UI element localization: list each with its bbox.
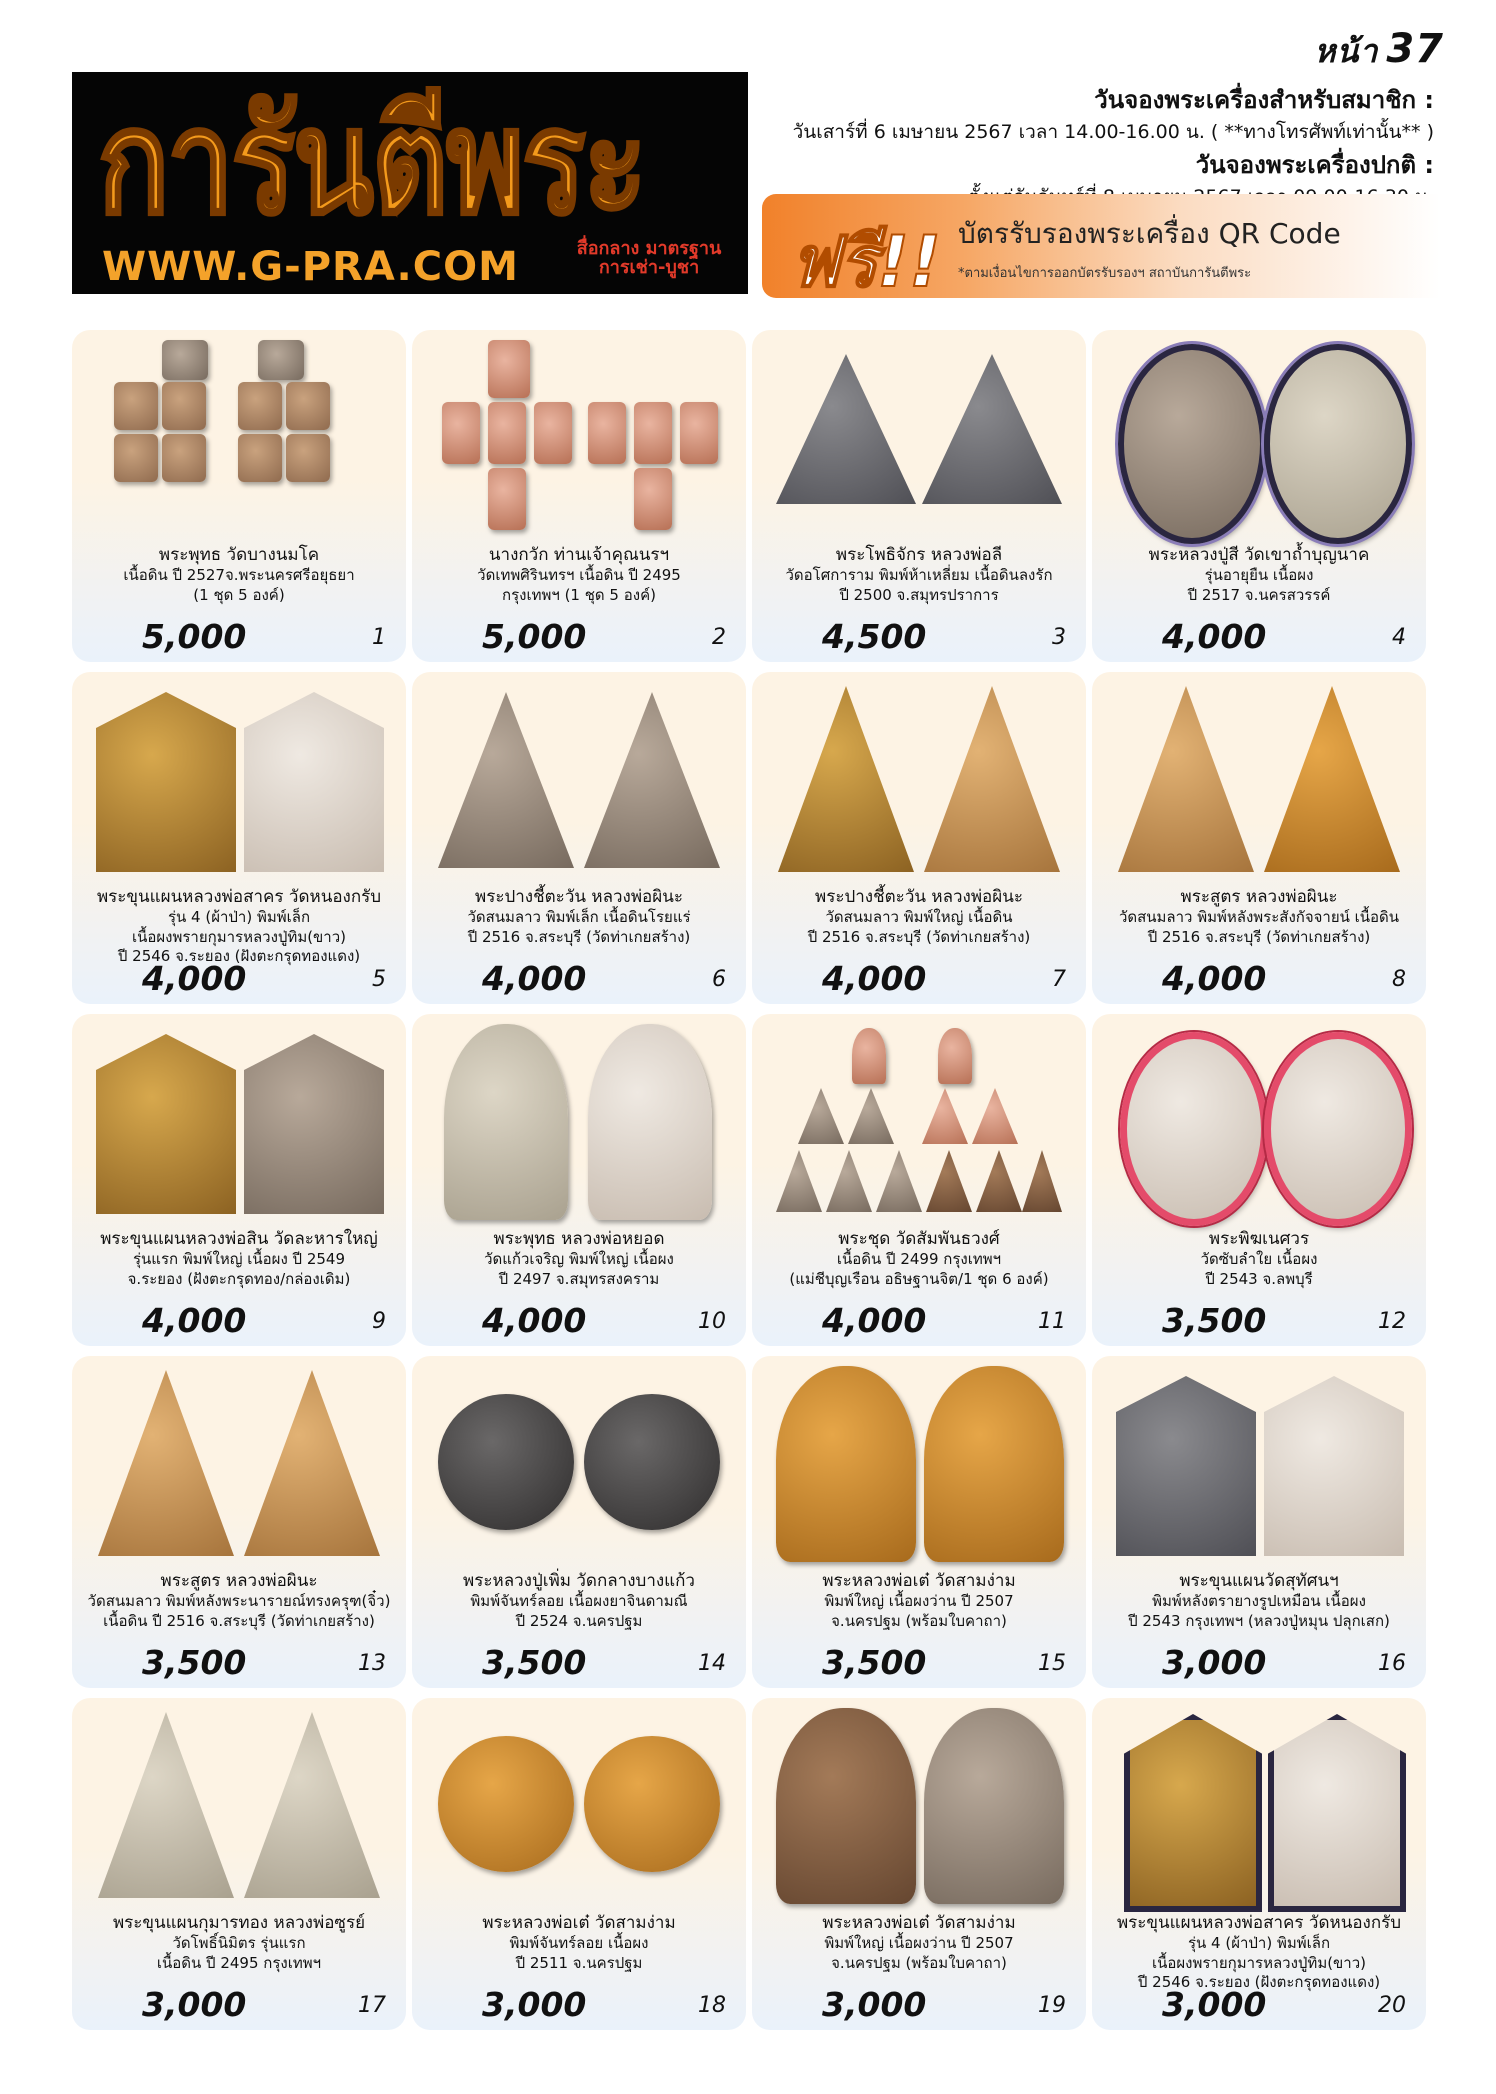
amulet-image — [114, 382, 158, 430]
amulet-price: 4,000 — [482, 1301, 587, 1340]
amulet-photo — [432, 1708, 726, 1906]
free-qr-banner — [762, 194, 1440, 303]
amulet-desc-line: พระสูตร หลวงพ่อผินะ — [160, 1571, 318, 1591]
amulet-desc-line: พิมพ์จันทร์ลอย เนื้อผงยาจินดามณี — [470, 1592, 688, 1611]
amulet-desc-line: พระขุนแผนกุมารทอง หลวงพ่อซูรย์ — [112, 1913, 366, 1933]
amulet-number: 12 — [1378, 1309, 1406, 1334]
logo — [72, 72, 748, 294]
amulet-image — [852, 1028, 886, 1084]
amulet-photo — [772, 682, 1066, 880]
amulet-image — [584, 1736, 720, 1872]
amulet-description — [760, 1570, 1078, 1631]
amulet-image — [588, 1024, 712, 1220]
amulet-desc-line: ปี 2546 จ.ระยอง (ฝังตะกรุดทองแดง) — [1137, 1973, 1381, 1992]
amulet-photo — [772, 340, 1066, 538]
amulet-description — [760, 1912, 1078, 1973]
amulet-desc-line: ปี 2511 จ.นครปฐม — [515, 1953, 643, 1972]
page-number — [1314, 26, 1444, 77]
amulet-desc-line: เนื้อผงพรายกุมารหลวงปู่ทิม(ขาว) — [1151, 1953, 1367, 1972]
amulet-price: 3,000 — [1162, 1643, 1267, 1682]
amulet-price: 5,000 — [142, 617, 247, 656]
amulet-image — [776, 354, 916, 504]
amulet-image — [922, 1088, 968, 1144]
amulet-photo — [92, 682, 386, 880]
amulet-price: 3,000 — [482, 1985, 587, 2024]
amulet-image — [588, 402, 626, 464]
amulet-price: 4,500 — [822, 617, 927, 656]
amulet-price: 4,000 — [1162, 617, 1267, 656]
amulet-number: 20 — [1378, 1993, 1406, 2018]
amulet-image — [438, 1736, 574, 1872]
amulet-image — [634, 402, 672, 464]
amulet-price: 3,000 — [1162, 1985, 1267, 2024]
amulet-number: 8 — [1392, 967, 1406, 992]
amulet-image — [98, 1712, 234, 1898]
amulet-desc-line: วัดแก้วเจริญ พิมพ์ใหญ่ เนื้อผง — [484, 1250, 674, 1269]
amulet-card — [752, 1698, 1086, 2030]
amulet-card — [72, 330, 406, 662]
amulet-price: 4,000 — [822, 1301, 927, 1340]
amulet-price: 3,000 — [142, 1985, 247, 2024]
amulet-image — [680, 402, 718, 464]
amulet-desc-line: วัดสนมลาว พิมพ์ใหญ่ เนื้อดิน — [825, 908, 1013, 927]
amulet-desc-line: วัดสนมลาว พิมพ์หลังพระสังกัจจายน์ เนื้อดิน — [1118, 908, 1400, 927]
amulet-card — [412, 672, 746, 1004]
amulet-description — [420, 1570, 738, 1631]
amulet-number: 4 — [1392, 625, 1406, 650]
amulet-desc-line: รุ่น 4 (ผ้าป่า) พิมพ์เล็ก — [167, 908, 311, 927]
amulet-desc-line: พระหลวงพ่อเต๋ วัดสามง่าม — [482, 1913, 676, 1933]
page-number-value: 37 — [1386, 26, 1444, 72]
amulet-desc-line: พระโพธิจักร หลวงพ่อลี — [835, 545, 1003, 565]
amulet-image — [776, 1150, 822, 1212]
amulet-description — [420, 886, 738, 947]
amulet-desc-line: พระพิฆเนศวร — [1208, 1229, 1310, 1249]
amulet-image — [96, 692, 236, 872]
amulet-card — [412, 330, 746, 662]
amulet-image — [244, 1370, 380, 1556]
amulet-description — [80, 1228, 398, 1289]
amulet-desc-line: พระหลวงพ่อเต๋ วัดสามง่าม — [822, 1571, 1016, 1591]
logo-url: WWW.G-PRA.COM — [102, 244, 519, 290]
amulet-desc-line: จ.นครปฐม (พร้อมใบคาถา) — [831, 1611, 1007, 1630]
amulet-desc-line: พระขุนแผนหลวงพ่อสาคร วัดหนองกรับ — [1116, 1913, 1402, 1933]
amulet-desc-line: ปี 2543 กรุงเทพฯ (หลวงปู่หมุน ปลุกเสก) — [1128, 1611, 1390, 1630]
amulet-desc-line: เนื้อดิน ปี 2499 กรุงเทพฯ — [836, 1250, 1002, 1269]
amulet-image — [584, 1394, 720, 1530]
amulet-card — [752, 1014, 1086, 1346]
amulet-image — [1116, 1376, 1256, 1556]
amulet-number: 6 — [712, 967, 726, 992]
amulet-desc-line: พิมพ์ใหญ่ เนื้อผงว่าน ปี 2507 — [824, 1934, 1014, 1953]
amulet-desc-line: รุ่น 4 (ผ้าป่า) พิมพ์เล็ก — [1187, 1934, 1331, 1953]
amulet-desc-line: ปี 2516 จ.สระบุรี (วัดท่าเกยสร้าง) — [1147, 927, 1371, 946]
amulet-image — [96, 1034, 236, 1214]
amulet-description — [760, 544, 1078, 605]
amulet-desc-line: เนื้อผงพรายกุมารหลวงปู่ทิม(ขาว) — [131, 927, 347, 946]
amulet-image — [776, 1366, 916, 1562]
amulet-number: 13 — [358, 1651, 386, 1676]
amulet-desc-line: (แม่ชีบุญเรือน อธิษฐานจิต/1 ชุด 6 องค์) — [789, 1269, 1049, 1288]
amulet-image — [1264, 344, 1412, 544]
amulet-card — [752, 1356, 1086, 1688]
amulet-description — [1100, 1912, 1418, 1993]
amulet-desc-line: ปี 2517 จ.นครสวรรค์ — [1187, 585, 1331, 604]
amulet-desc-line: พระหลวงปู่เพิ่ม วัดกลางบางแก้ว — [463, 1571, 695, 1591]
amulet-image — [244, 1712, 380, 1898]
amulet-description — [80, 1570, 398, 1631]
amulet-description — [760, 886, 1078, 947]
amulet-image — [286, 434, 330, 482]
amulet-number: 2 — [712, 625, 726, 650]
amulet-description — [420, 1912, 738, 1973]
amulet-image — [972, 1088, 1018, 1144]
amulet-description — [760, 1228, 1078, 1289]
amulet-photo — [432, 682, 726, 880]
amulet-photo — [772, 1366, 1066, 1564]
booking-member-title: วันจองพระเครื่องสำหรับสมาชิก : — [1094, 86, 1434, 114]
amulet-image — [488, 468, 526, 530]
amulet-photo — [432, 1366, 726, 1564]
amulet-desc-line: พระพุทธ วัดบางนมโค — [158, 545, 320, 565]
amulet-desc-line: พระปางชี้ตะวัน หลวงพ่อผินะ — [815, 887, 1023, 907]
amulet-image — [444, 1024, 568, 1220]
amulet-image — [922, 354, 1062, 504]
amulet-image — [876, 1150, 922, 1212]
amulet-description — [420, 1228, 738, 1289]
amulet-image — [1022, 1150, 1062, 1212]
amulet-image — [826, 1150, 872, 1212]
free-qr-text: บัตรรับรองพระเครื่อง QR Code — [958, 217, 1341, 250]
amulet-desc-line: พระพุทธ หลวงพ่อหยอด — [493, 1229, 665, 1249]
amulet-desc-line: จ.ระยอง (ฝังตะกรุดทอง/กล่องเดิม) — [127, 1269, 351, 1288]
amulet-description — [1100, 886, 1418, 947]
amulet-desc-line: พระปางชี้ตะวัน หลวงพ่อผินะ — [475, 887, 683, 907]
amulet-image — [1264, 686, 1400, 872]
amulet-card — [1092, 1698, 1426, 2030]
amulet-desc-line: เนื้อดิน ปี 2495 กรุงเทพฯ — [156, 1953, 322, 1972]
amulet-description — [1100, 1570, 1418, 1631]
amulet-desc-line: ปี 2516 จ.สระบุรี (วัดท่าเกยสร้าง) — [807, 927, 1031, 946]
amulet-image — [244, 692, 384, 872]
page-label: หน้า — [1314, 32, 1379, 70]
amulet-image — [488, 402, 526, 464]
amulet-description — [80, 544, 398, 605]
amulet-photo — [1112, 682, 1406, 880]
amulet-price: 4,000 — [142, 1301, 247, 1340]
amulet-number: 18 — [698, 1993, 726, 2018]
amulet-number: 7 — [1052, 967, 1066, 992]
amulet-image — [1118, 344, 1266, 544]
amulet-image — [1118, 686, 1254, 872]
amulet-number: 11 — [1038, 1309, 1066, 1334]
amulet-desc-line: ปี 2546 จ.ระยอง (ฝังตะกรุดทองแดง) — [117, 947, 361, 966]
amulet-desc-line: ปี 2500 จ.สมุทรปราการ — [839, 585, 999, 604]
amulet-photo — [92, 1366, 386, 1564]
amulet-image — [924, 1366, 1064, 1562]
amulet-image — [488, 340, 530, 398]
amulet-desc-line: ปี 2497 จ.สมุทรสงคราม — [498, 1269, 660, 1288]
amulet-number: 9 — [372, 1309, 386, 1334]
amulet-image — [442, 402, 480, 464]
amulet-desc-line: วัดโพธิ์นิมิตร รุ่นแรก — [172, 1934, 306, 1953]
amulet-card — [412, 1356, 746, 1688]
amulet-desc-line: พระขุนแผนวัดสุทัศนฯ — [1179, 1571, 1339, 1591]
amulet-number: 10 — [698, 1309, 726, 1334]
amulet-price: 4,000 — [822, 959, 927, 998]
amulet-price: 5,000 — [482, 617, 587, 656]
amulet-desc-line: รุ่นแรก พิมพ์ใหญ่ เนื้อผง ปี 2549 — [132, 1250, 346, 1269]
amulet-image — [776, 1708, 916, 1904]
amulet-image — [926, 1150, 972, 1212]
amulet-photo — [1112, 1708, 1406, 1906]
amulet-desc-line: พระขุนแผนหลวงพ่อสาคร วัดหนองกรับ — [96, 887, 382, 907]
amulet-desc-line: ปี 2516 จ.สระบุรี (วัดท่าเกยสร้าง) — [467, 927, 691, 946]
amulet-desc-line: วัดซับลำใย เนื้อผง — [1200, 1250, 1318, 1269]
booking-member-time: วันเสาร์ที่ 6 เมษายน 2567 เวลา 14.00-16.00 น. ( **ทางโทรศัพท์เท่านั้น** ) — [792, 121, 1434, 143]
amulet-image — [938, 1028, 972, 1084]
amulet-card — [72, 672, 406, 1004]
amulet-desc-line: พระหลวงพ่อเต๋ วัดสามง่าม — [822, 1913, 1016, 1933]
amulet-image — [534, 402, 572, 464]
amulet-image — [924, 686, 1060, 872]
amulet-image — [258, 340, 304, 380]
amulet-image — [438, 692, 574, 868]
amulet-description — [1100, 544, 1418, 605]
booking-info — [793, 82, 1434, 211]
amulet-card — [752, 672, 1086, 1004]
logo-tag-line-1: สื่อกลาง มาตรฐาน — [576, 238, 722, 259]
amulet-image — [1268, 1714, 1406, 1912]
amulet-price: 4,000 — [482, 959, 587, 998]
amulet-number: 3 — [1052, 625, 1066, 650]
amulet-image — [114, 434, 158, 482]
amulet-photo — [432, 1024, 726, 1222]
amulet-card — [72, 1356, 406, 1688]
amulet-description — [80, 1912, 398, 1973]
amulet-number: 19 — [1038, 1993, 1066, 2018]
amulet-image — [244, 1034, 384, 1214]
amulet-image — [438, 1394, 574, 1530]
amulet-description — [1100, 1228, 1418, 1289]
logo-tagline — [560, 240, 738, 278]
amulet-desc-line: พิมพ์จันทร์ลอย เนื้อผง — [509, 1934, 649, 1953]
amulet-desc-line: พิมพ์หลังตรายางรูปเหมือน เนื้อผง — [1152, 1592, 1366, 1611]
amulet-image — [1264, 1376, 1404, 1556]
amulet-number: 14 — [698, 1651, 726, 1676]
amulet-number: 1 — [372, 625, 386, 650]
amulet-image — [924, 1708, 1064, 1904]
amulet-card — [72, 1698, 406, 2030]
amulet-desc-line: นางกวัก ท่านเจ้าคุณนรฯ — [488, 545, 670, 565]
amulet-image — [238, 434, 282, 482]
amulet-image — [634, 468, 672, 530]
amulet-description — [80, 886, 398, 967]
free-qr-note: *ตามเงื่อนไขการออกบัตรรับรองฯ สถาบันการันตีพระ — [958, 266, 1252, 281]
amulet-image — [976, 1150, 1022, 1212]
amulet-desc-line: วัดเทพศิรินทรฯ เนื้อดิน ปี 2495 — [477, 566, 681, 585]
amulet-desc-line: เนื้อดิน ปี 2527จ.พระนครศรีอยุธยา — [123, 566, 355, 585]
amulet-desc-line: วัดสนมลาว พิมพ์หลังพระนารายณ์ทรงครุฑ(จิ๋ว) — [87, 1592, 391, 1611]
amulet-photo — [92, 340, 386, 538]
amulet-number: 5 — [372, 967, 386, 992]
amulet-photo — [92, 1708, 386, 1906]
amulet-desc-line: พระชุด วัดสัมพันธวงศ์ — [838, 1229, 1000, 1249]
amulet-desc-line: วัดสนมลาว พิมพ์เล็ก เนื้อดินโรยแร่ — [467, 908, 691, 927]
amulet-desc-line: ปี 2543 จ.ลพบุรี — [1205, 1269, 1313, 1288]
amulet-desc-line: รุ่นอายุยืน เนื้อผง — [1204, 566, 1314, 585]
amulet-image — [848, 1088, 894, 1144]
amulet-desc-line: พระสูตร หลวงพ่อผินะ — [1180, 887, 1338, 907]
amulet-image — [162, 434, 206, 482]
logo-tag-line-2: การเช่า-บูชา — [598, 256, 700, 278]
amulet-desc-line: พระหลวงปู่สี วัดเขาถ้ำบุญนาค — [1148, 545, 1370, 565]
amulet-image — [286, 382, 330, 430]
amulet-photo — [772, 1024, 1066, 1222]
amulet-photo — [432, 340, 726, 538]
amulet-desc-line: พิมพ์ใหญ่ เนื้อผงว่าน ปี 2507 — [824, 1592, 1014, 1611]
amulet-price: 3,000 — [822, 1985, 927, 2024]
amulet-card — [1092, 1356, 1426, 1688]
amulet-desc-line: กรุงเทพฯ (1 ชุด 5 องค์) — [502, 585, 656, 604]
amulet-number: 16 — [1378, 1651, 1406, 1676]
amulet-image — [778, 686, 914, 872]
amulet-photo — [92, 1024, 386, 1222]
amulet-photo — [772, 1708, 1066, 1906]
amulet-card — [72, 1014, 406, 1346]
amulet-photo — [1112, 1366, 1406, 1564]
amulet-card — [1092, 330, 1426, 662]
amulet-image — [1264, 1032, 1412, 1226]
amulet-desc-line: ปี 2524 จ.นครปฐม — [515, 1611, 643, 1630]
booking-normal-title: วันจองพระเครื่องปกติ : — [1195, 150, 1434, 179]
amulet-number: 15 — [1038, 1651, 1066, 1676]
amulet-desc-line: พระขุนแผนหลวงพ่อสิน วัดละหารใหญ่ — [100, 1229, 378, 1249]
amulet-number: 17 — [358, 1993, 386, 2018]
amulet-image — [584, 692, 720, 868]
amulet-price: 3,500 — [1162, 1301, 1267, 1340]
amulet-card — [412, 1014, 746, 1346]
amulet-price: 4,000 — [142, 959, 247, 998]
free-word: ฟรี!! — [790, 221, 942, 303]
amulet-price: 3,500 — [142, 1643, 247, 1682]
amulet-image — [1124, 1714, 1262, 1912]
amulet-description — [420, 544, 738, 605]
amulet-price: 3,500 — [482, 1643, 587, 1682]
amulet-image — [162, 340, 208, 380]
amulet-image — [162, 382, 206, 430]
amulet-desc-line: (1 ชุด 5 องค์) — [193, 585, 285, 604]
amulet-image — [98, 1370, 234, 1556]
logo-title: การันตีพระ — [98, 77, 645, 247]
amulet-desc-line: จ.นครปฐม (พร้อมใบคาถา) — [831, 1953, 1007, 1972]
amulet-card — [1092, 1014, 1426, 1346]
amulet-desc-line: เนื้อดิน ปี 2516 จ.สระบุรี (วัดท่าเกยสร้าง) — [103, 1611, 375, 1630]
amulet-photo — [1112, 1024, 1406, 1222]
amulet-image — [1120, 1032, 1268, 1226]
amulet-price: 3,500 — [822, 1643, 927, 1682]
amulet-photo — [1112, 340, 1406, 538]
amulet-card — [1092, 672, 1426, 1004]
amulet-price: 4,000 — [1162, 959, 1267, 998]
amulet-card — [412, 1698, 746, 2030]
amulet-image — [798, 1088, 844, 1144]
amulet-image — [238, 382, 282, 430]
amulet-card — [752, 330, 1086, 662]
amulet-desc-line: วัดอโศการาม พิมพ์ห้าเหลี่ยม เนื้อดินลงรัก — [785, 566, 1053, 585]
